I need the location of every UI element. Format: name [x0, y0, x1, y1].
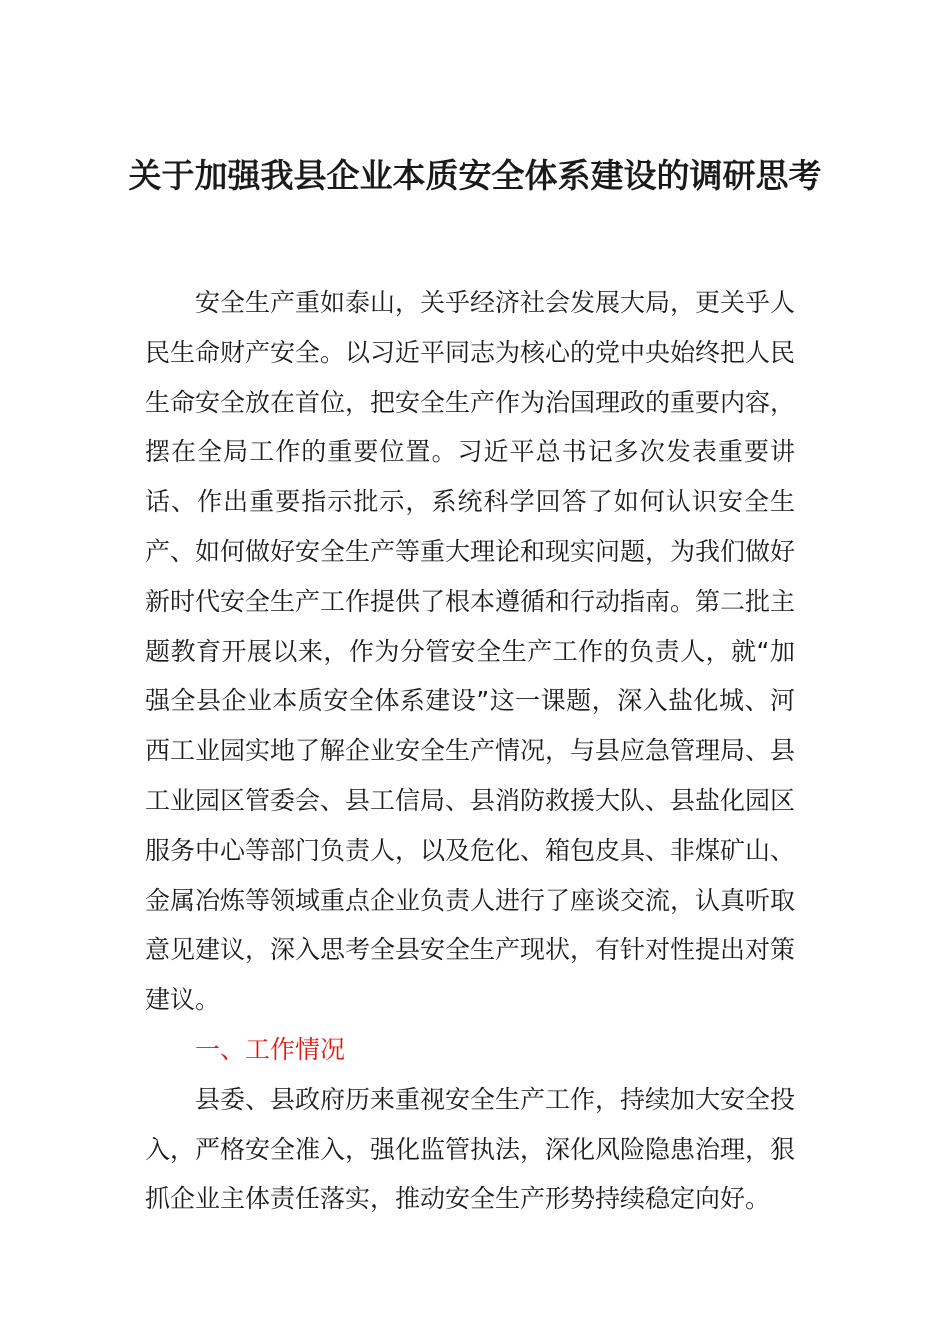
section-paragraph: 县委、县政府历来重视安全生产工作，持续加大安全投入，严格安全准入，强化监管执法，深化风险隐患治理，狠抓企业主体责任落实，推动安全生产形势持续稳定向好。	[145, 1084, 796, 1214]
intro-paragraph: 安全生产重如泰山，关乎经济社会发展大局，更关乎人民生命财产安全。以习近平同志为核心的党中央始终把人民生命安全放在首位，把安全生产作为治国理政的重要内容，摆在全局工作的重要位置。习近平总书记多次发表重要讲话、作出重要指示批示，系统科学回答了如何认识安全生产、如何做好安全生产等重大理论和现实问题，为我们做好新时代安全生产工作提供了根本遵循和行动指南。第二批主题教育开展以来，作为分管安全生产工作的负责人，就“加强全县企业本质安全体系建设”这一课题，深入盐化城、河西工业园实地了解企业安全生产情况，与县应急管理局、县工业园区管委会、县工信局、县消防救援大队、县盐化园区服务中心等部门负责人，以及危化、箱包皮具、非煤矿山、金属冶炼等领域重点企业负责人进行了座谈交流，认真听取意见建议，深入思考全县安全生产现状，有针对性提出对策建议。	[145, 288, 796, 1015]
document-body	[145, 278, 795, 1224]
section-heading: 一、工作情况	[195, 1034, 346, 1064]
document-title: 关于加强我县企业本质安全体系建设的调研思考	[128, 156, 822, 195]
